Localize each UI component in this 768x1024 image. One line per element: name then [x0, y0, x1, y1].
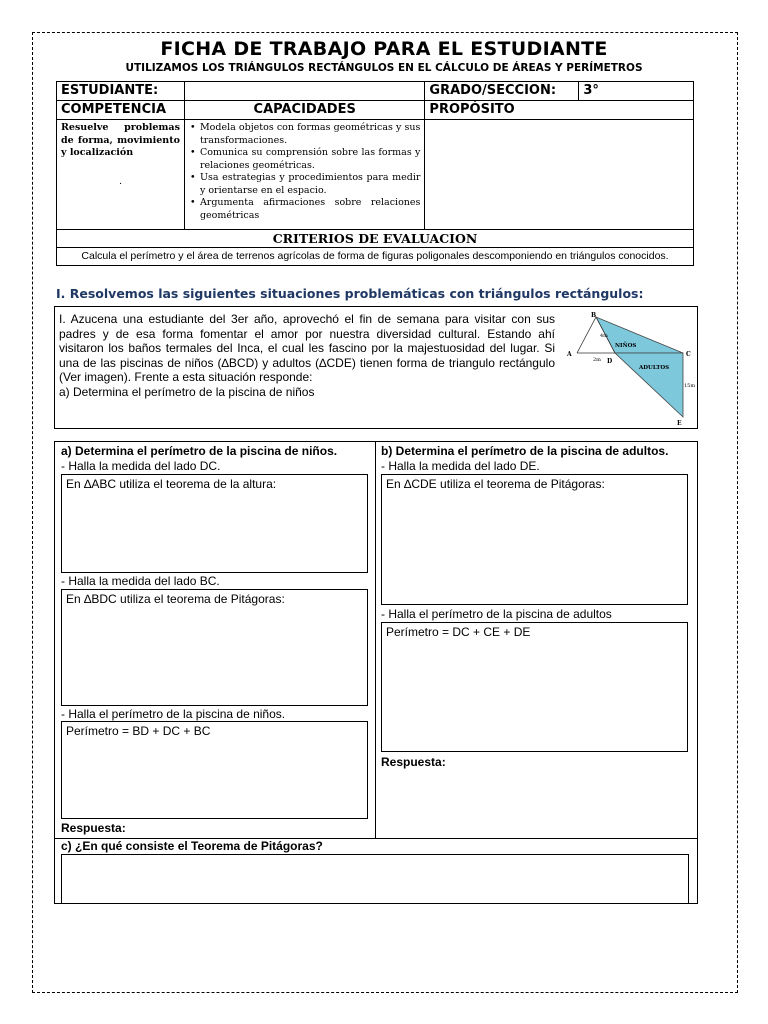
- label-adultos: ADULTOS: [639, 365, 670, 371]
- label-d: D: [607, 358, 613, 365]
- label-bd-length: 4m: [600, 333, 608, 339]
- label-ad-length: 2m: [593, 357, 601, 363]
- adultos-pool: [615, 353, 683, 417]
- competencia-dot: .: [118, 175, 122, 187]
- student-label: ESTUDIANTE:: [57, 82, 185, 101]
- part-a-step3: - Halla el perímetro de la piscina de niños.: [61, 707, 286, 721]
- label-ninos: NIÑOS: [615, 343, 637, 349]
- part-a-box1[interactable]: [61, 474, 368, 573]
- exercise-grid: [54, 441, 698, 904]
- label-b: B: [591, 312, 597, 319]
- part-b-step1: - Halla la medida del lado DE.: [381, 459, 540, 473]
- part-c-answer-box[interactable]: [61, 854, 689, 904]
- worksheet-subtitle: UTILIZAMOS LOS TRIÁNGULOS RECTÁNGULOS EN EL CÁLCULO DE ÁREAS Y PERÍMETROS: [125, 62, 643, 74]
- label-ce-length: 15m: [684, 383, 696, 389]
- label-c: C: [686, 351, 691, 358]
- label-a: A: [567, 351, 572, 358]
- capacidad-item: • Comunica su comprensión sobre las formas y relaciones geométricas.: [189, 147, 420, 172]
- part-b-box2-prompt: Perímetro = DC + CE + DE: [386, 625, 531, 639]
- competencia-text: Resuelve problemas de forma, movimiento y localización: [61, 122, 180, 158]
- part-b-title: b) Determina el perímetro de la piscina de adultos.: [381, 444, 669, 458]
- capacidad-item: • Argumenta afirmaciones sobre relaciones geométricas: [189, 197, 420, 222]
- competencia-header: COMPETENCIA: [57, 101, 185, 120]
- part-a-step2: - Halla la medida del lado BC.: [61, 574, 220, 588]
- worksheet-title: FICHA DE TRABAJO PARA EL ESTUDIANTE: [160, 38, 608, 60]
- problem-question: a) Determina el perímetro de la piscina de niños: [59, 384, 315, 399]
- part-a-title: a) Determina el perímetro de la piscina de niños.: [61, 444, 338, 458]
- part-a-box1-prompt: En ∆ABC utiliza el teorema de la altura:: [66, 477, 277, 491]
- capacidad-item: • Modela objetos con formas geométricas y sus transformaciones.: [189, 122, 420, 147]
- grade-value: 3°: [579, 82, 694, 101]
- capacidades-header: CAPACIDADES: [184, 101, 424, 120]
- part-b-box1[interactable]: [381, 474, 688, 605]
- capacidad-item: • Usa estrategias y procedimientos para medir y orientarse en el espacio.: [189, 172, 420, 197]
- column-divider: [375, 442, 376, 838]
- pools-figure: [563, 309, 696, 427]
- criterios-text: Calcula el perímetro y el área de terrenos agrícolas de forma de figuras poligonales descomponiendo en triángulos conocidos.: [57, 248, 694, 266]
- ninos-pool: [596, 317, 683, 353]
- problem-box: [54, 306, 698, 429]
- part-a-box2[interactable]: [61, 589, 368, 706]
- part-b-box1-prompt: En ∆CDE utiliza el teorema de Pitágoras:: [386, 477, 605, 491]
- info-table: [56, 81, 694, 266]
- competencia-cell: [57, 120, 185, 230]
- part-c-title: c) ¿En qué consiste el Teorema de Pitágoras?: [61, 839, 323, 853]
- student-field[interactable]: [184, 82, 424, 101]
- part-a-box3[interactable]: [61, 721, 368, 819]
- part-b-answer-label: Respuesta:: [381, 755, 446, 769]
- part-a-answer-label: Respuesta:: [61, 821, 126, 835]
- section-heading: I. Resolvemos las siguientes situaciones problemáticas con triángulos rectángulos:: [56, 286, 644, 301]
- part-a-step1: - Halla la medida del lado DC.: [61, 459, 221, 473]
- problem-statement: I. Azucena una estudiante del 3er año, aprovechó el fin de semana para visitar con sus padres y de esa forma fomentar el amor por nuestra diversidad cultural. Estando ahí visitaron los baños termales del Inca, el cual les fascino por la majestuosidad del lugar. Si una de las piscinas de niños (∆BCD) y adultos (∆CDE) tienen forma de triangulo rectángulo (Ver imagen). Frente a esta situación responde:: [59, 312, 555, 384]
- proposito-cell[interactable]: [425, 120, 694, 230]
- part-a-box3-prompt: Perímetro = BD + DC + BC: [66, 724, 211, 738]
- problem-text-block: [59, 312, 555, 399]
- part-b-step2: - Halla el perímetro de la piscina de adultos: [381, 607, 612, 621]
- part-b-box2[interactable]: [381, 622, 688, 752]
- grade-label: GRADO/SECCION:: [425, 82, 579, 101]
- part-a-box2-prompt: En ∆BDC utiliza el teorema de Pitágoras:: [66, 592, 285, 606]
- capacidades-cell: [184, 120, 424, 230]
- criterios-header: CRITERIOS DE EVALUACION: [57, 230, 694, 248]
- proposito-header: PROPÓSITO: [425, 101, 694, 120]
- label-e: E: [677, 420, 682, 427]
- capacidades-list: [185, 120, 424, 222]
